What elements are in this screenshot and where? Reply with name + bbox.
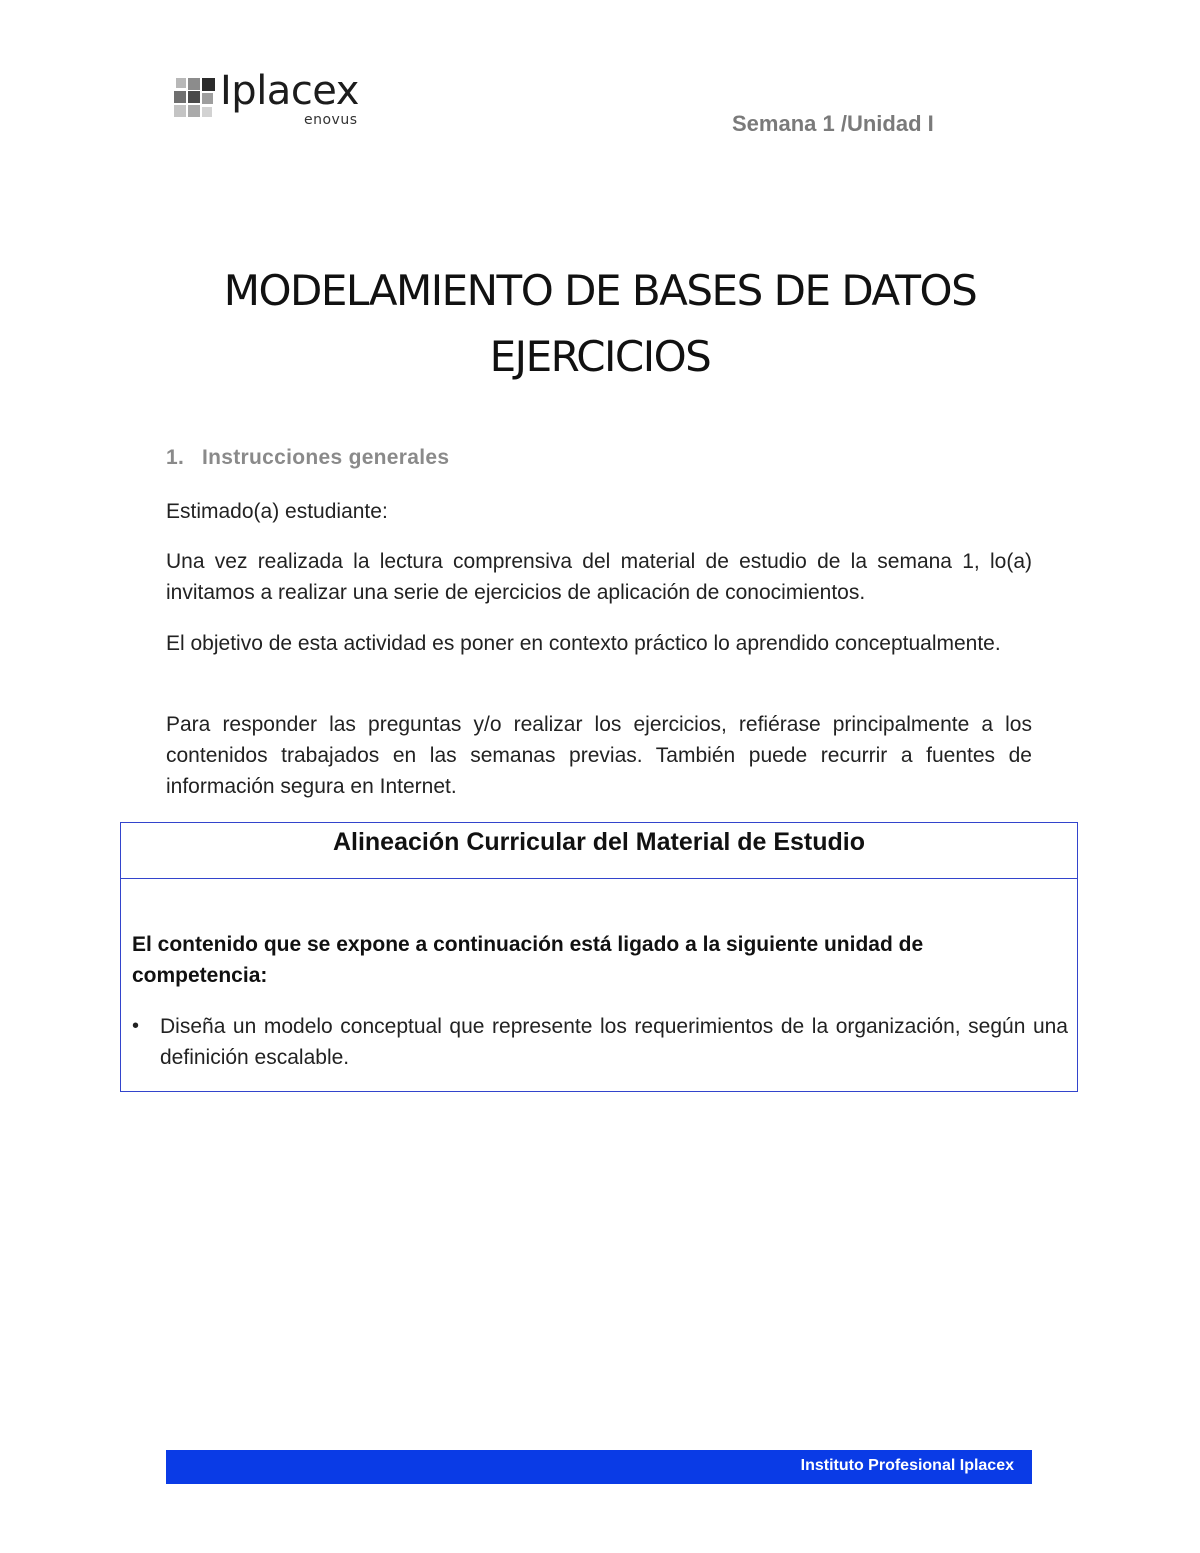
greeting-paragraph: Estimado(a) estudiante:	[166, 500, 388, 523]
footer-institution: Instituto Profesional Iplacex	[800, 1457, 1014, 1474]
competency-text: Diseña un modelo conceptual que represente los requerimientos de la organización, según una definición escalable.	[160, 1015, 1068, 1069]
objective-paragraph: El objetivo de esta actividad es poner en contexto práctico lo aprendido conceptualmente.	[166, 632, 1001, 655]
logo-subtitle: enovus	[304, 112, 358, 128]
section-heading	[166, 446, 449, 470]
box-lead-text: El contenido que se expone a continuación está ligado a la siguiente unidad de competencia:	[132, 933, 924, 987]
footer-bar	[166, 1450, 1032, 1484]
curricular-alignment-box	[120, 822, 1078, 1092]
week-unit-label: Semana 1 /Unidad I	[732, 111, 934, 136]
list-item	[132, 1011, 1068, 1073]
competency-list	[132, 1011, 1068, 1073]
instructions-paragraph: Para responder las preguntas y/o realizar los ejercicios, refiérase principalmente a los contenidos trabajados en las semanas previas. También puede recurrir a fuentes de información segura en Internet.	[166, 713, 1032, 798]
section-number: 1.	[166, 446, 185, 469]
logo-wordmark: Iplacex	[220, 68, 359, 114]
intro-paragraph: Una vez realizada la lectura comprensiva del material de estudio de la semana 1, lo(a) invitamos a realizar una serie de ejercicios de aplicación de conocimientos.	[166, 550, 1032, 604]
document-title-line-1: MODELAMIENTO DE BASES DE DATOS	[223, 266, 977, 315]
logo-grid-icon	[172, 76, 216, 120]
iplacex-logo	[172, 68, 372, 130]
section-heading-text: Instrucciones generales	[202, 446, 450, 469]
box-title: Alineación Curricular del Material de Estudio	[332, 828, 866, 856]
bullet-icon: •	[132, 1015, 140, 1037]
document-title-line-2: EJERCICIOS	[489, 332, 711, 381]
box-header	[121, 823, 1077, 879]
